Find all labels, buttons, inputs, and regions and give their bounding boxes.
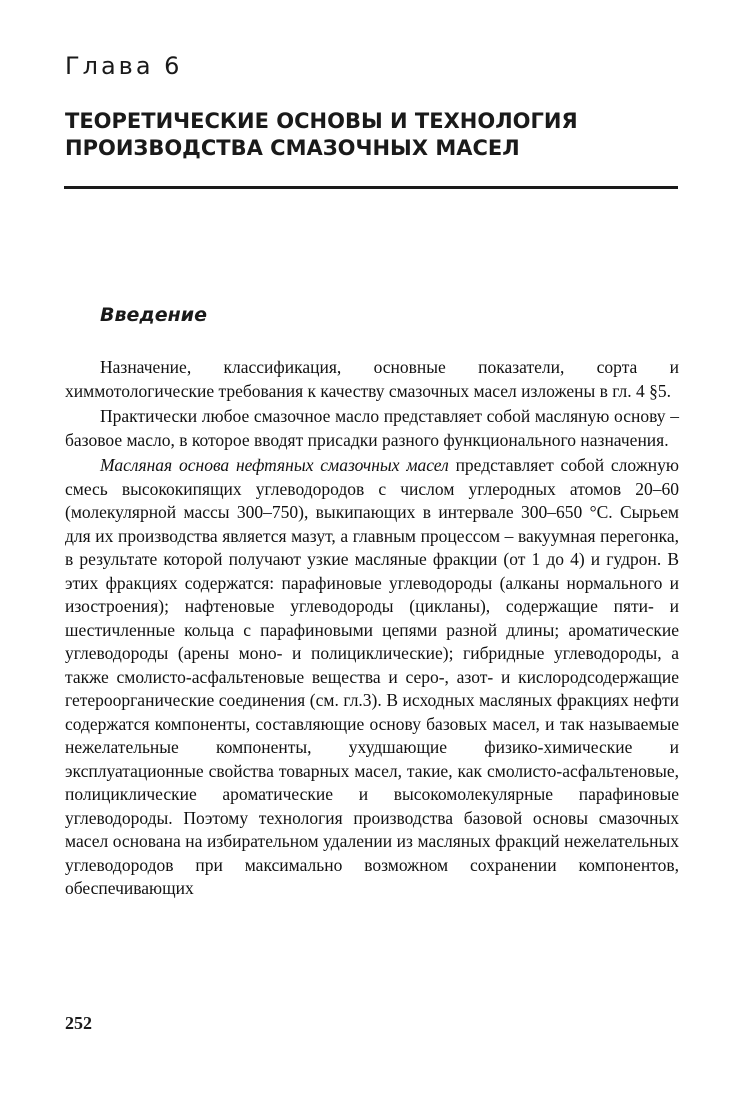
paragraph-3-text: представляет собой сложную смесь высококипящих углеводородов с числом углеродных атомов 20–60 (молекулярной массы 300–750), выкипающих в интервале 300–650 °С. Сырьем для их производства является мазут, а главным процессом – вакуумная перегонка, в результате которой получают узкие масляные фракции (от 1 до 4) и гудрон. В этих фракциях содержатся: парафиновые углеводороды (алканы нормального и изостроения); нафтеновые углеводороды (цикланы), содержащие пяти- и шестичленные кольца с парафиновыми цепями разной длины; ароматические углеводороды (арены моно- и полициклические); гибридные углеводороды, а также смолисто-асфальтеновые вещества и серо-, азот- и кислородсодержащие гетероорганические соединения (см. гл.3). В исходных масляных фракциях нефти содержатся компоненты, составляющие основу базовых масел, и так называемые нежелательные компоненты, ухудшающие физико-химические и эксплуатационные свойства товарных масел, такие, как смолисто-асфальтеновые, полициклические ароматические и высокомолекулярные парафиновые углеводороды. Поэтому технология производства базовой основы смазочных масел основана на избирательном удалении из масляных фракций нежелательных углеводородов при максимально возможном сохранении компонентов, обеспечивающих (65, 455, 679, 898)
chapter-title (65, 108, 685, 162)
chapter-label: Глава 6 (65, 52, 183, 80)
paragraph-1: Назначение, классификация, основные показатели, сорта и химмотологические требования к качеству смазочных масел изложены в гл. 4 §5. (65, 357, 679, 401)
paragraph-2: Практически любое смазочное масло представляет собой масляную основу – базовое масло, в которое вводят присадки разного функционального назначения. (65, 406, 679, 450)
page-number: 252 (65, 1013, 92, 1033)
section-heading: Введение (100, 304, 207, 326)
paragraph-3 (65, 454, 679, 901)
chapter-title-line-1: ТЕОРЕТИЧЕСКИЕ ОСНОВЫ И ТЕХНОЛОГИЯ (65, 109, 578, 133)
paragraph-3-italic-term: Масляная основа нефтяных смазочных масел (100, 455, 449, 475)
body-text (65, 356, 679, 903)
chapter-title-line-2: ПРОИЗВОДСТВА СМАЗОЧНЫХ МАСЕЛ (65, 136, 520, 160)
title-divider (64, 186, 678, 189)
